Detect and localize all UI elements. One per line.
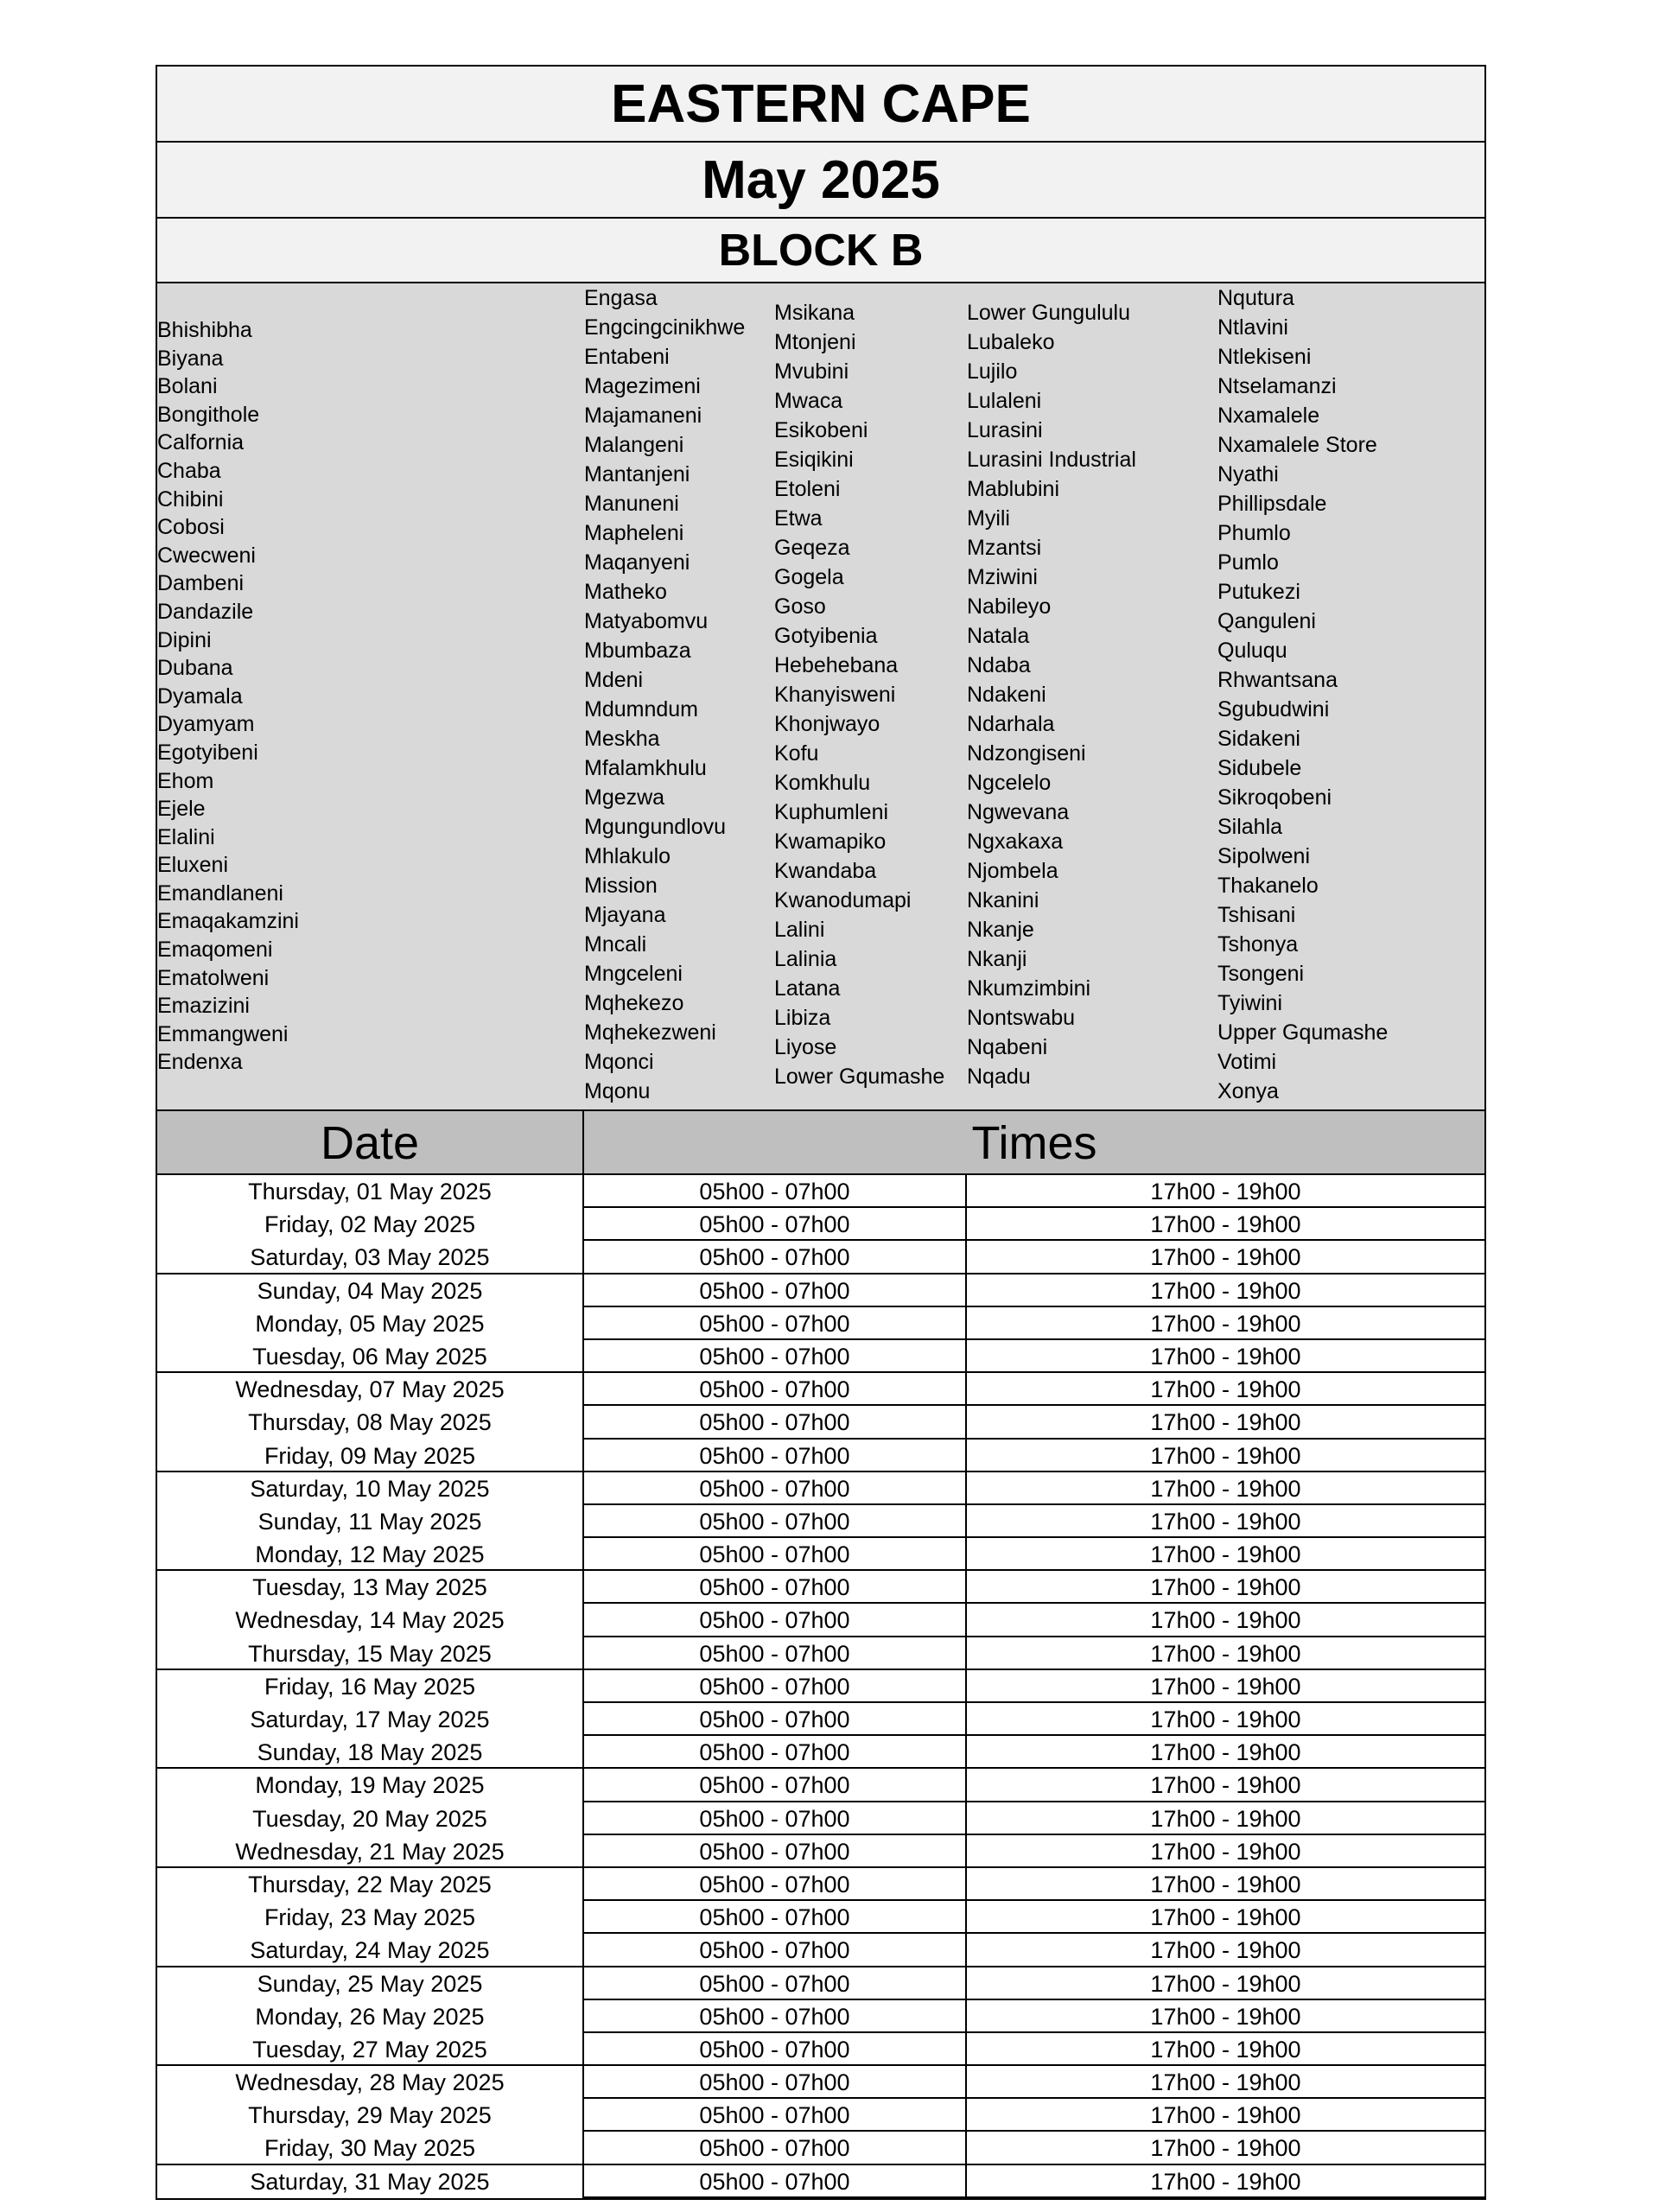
morning-time-cell: 05h00 - 07h00: [584, 1373, 967, 1406]
morning-time-cell: 05h00 - 07h00: [584, 1934, 967, 1967]
area-name: Dubana: [157, 656, 233, 681]
area-name: Eluxeni: [157, 853, 228, 878]
area-name: Natala: [967, 624, 1030, 648]
area-name: Sipolweni: [1217, 844, 1311, 868]
area-name: Bolani: [157, 374, 218, 399]
area-name: Nqabeni: [967, 1035, 1048, 1059]
date-cell: Friday, 23 May 2025: [157, 1901, 584, 1934]
date-cell: Friday, 16 May 2025: [157, 1670, 584, 1703]
area-name: Ndarhala: [967, 712, 1055, 736]
table-row: [157, 1901, 1484, 1934]
table-row: [157, 2066, 1484, 2099]
areas-column-3: [774, 298, 944, 1091]
morning-time-cell: 05h00 - 07h00: [584, 2000, 967, 2033]
area-name: Sidubele: [1217, 756, 1302, 780]
date-cell: Friday, 09 May 2025: [157, 1440, 584, 1472]
area-name: Etwa: [774, 506, 823, 531]
area-name: Myili: [967, 506, 1010, 531]
evening-time-cell: 17h00 - 19h00: [967, 1835, 1484, 1868]
area-name: Nyathi: [1217, 462, 1279, 486]
area-name: Manuneni: [584, 492, 679, 516]
area-name: Nkanje: [967, 918, 1034, 942]
area-name: Biyana: [157, 346, 224, 371]
table-row: [157, 1274, 1484, 1307]
area-name: Gotyibenia: [774, 624, 878, 648]
morning-time-cell: 05h00 - 07h00: [584, 1637, 967, 1670]
area-name: Emaqakamzini: [157, 909, 299, 934]
table-row: [157, 2033, 1484, 2066]
date-cell: Wednesday, 07 May 2025: [157, 1373, 584, 1406]
area-name: Mzantsi: [967, 536, 1042, 560]
area-name: Nxamalele Store: [1217, 433, 1377, 457]
date-cell: Saturday, 03 May 2025: [157, 1241, 584, 1274]
area-name: Kwanodumapi: [774, 888, 912, 912]
area-name: Nabileyo: [967, 594, 1052, 619]
area-name: Egotyibeni: [157, 740, 258, 765]
evening-time-cell: 17h00 - 19h00: [967, 1736, 1484, 1769]
area-name: Lubaleko: [967, 330, 1055, 354]
area-name: Mission: [584, 874, 658, 898]
area-name: Elalini: [157, 824, 215, 849]
evening-time-cell: 17h00 - 19h00: [967, 1670, 1484, 1703]
date-cell: Friday, 02 May 2025: [157, 1208, 584, 1241]
area-name: Kofu: [774, 741, 819, 766]
areas-list: [157, 283, 1484, 1111]
evening-time-cell: 17h00 - 19h00: [967, 2132, 1484, 2164]
area-name: Upper Gqumashe: [1217, 1020, 1389, 1045]
area-name: Ngcelelo: [967, 771, 1052, 795]
area-name: Msikana: [774, 301, 855, 325]
area-name: Nontswabu: [967, 1006, 1076, 1030]
area-name: Emandlaneni: [157, 880, 283, 906]
area-name: Ejele: [157, 797, 206, 822]
morning-time-cell: 05h00 - 07h00: [584, 1241, 967, 1274]
evening-time-cell: 17h00 - 19h00: [967, 1241, 1484, 1274]
date-cell: Monday, 19 May 2025: [157, 1769, 584, 1802]
evening-time-cell: 17h00 - 19h00: [967, 1505, 1484, 1538]
date-cell: Saturday, 17 May 2025: [157, 1703, 584, 1736]
table-row: [157, 2132, 1484, 2164]
morning-time-cell: 05h00 - 07h00: [584, 1769, 967, 1802]
morning-time-cell: 05h00 - 07h00: [584, 2165, 967, 2198]
areas-column-1: [157, 316, 299, 1077]
schedule-table: [157, 1175, 1484, 2198]
morning-time-cell: 05h00 - 07h00: [584, 1571, 967, 1604]
evening-time-cell: 17h00 - 19h00: [967, 1967, 1484, 2000]
date-cell: Wednesday, 28 May 2025: [157, 2066, 584, 2099]
area-name: Emazizini: [157, 994, 250, 1019]
area-name: Matyabomvu: [584, 609, 709, 633]
date-cell: Sunday, 11 May 2025: [157, 1505, 584, 1538]
morning-time-cell: 05h00 - 07h00: [584, 1868, 967, 1901]
area-name: Mqhekezo: [584, 991, 684, 1015]
area-name: Ntlavini: [1217, 315, 1288, 340]
morning-time-cell: 05h00 - 07h00: [584, 1802, 967, 1835]
area-name: Mhlakulo: [584, 844, 671, 868]
area-name: Qanguleni: [1217, 609, 1316, 633]
morning-time-cell: 05h00 - 07h00: [584, 1175, 967, 1208]
area-name: Nkanini: [967, 888, 1039, 912]
morning-time-cell: 05h00 - 07h00: [584, 2066, 967, 2099]
area-name: Komkhulu: [774, 771, 871, 795]
area-name: Etoleni: [774, 477, 841, 501]
evening-time-cell: 17h00 - 19h00: [967, 1934, 1484, 1967]
area-name: Mdumndum: [584, 697, 698, 721]
table-row: [157, 1604, 1484, 1637]
area-name: Mgezwa: [584, 785, 665, 810]
table-row: [157, 1307, 1484, 1340]
date-cell: Monday, 12 May 2025: [157, 1538, 584, 1571]
area-name: Liyose: [774, 1035, 837, 1059]
area-name: Lalinia: [774, 947, 837, 971]
area-name: Sikroqobeni: [1217, 785, 1332, 810]
area-name: Sidakeni: [1217, 727, 1300, 751]
area-name: Lujilo: [967, 359, 1018, 384]
area-name: Ntselamanzi: [1217, 374, 1337, 398]
area-name: Cobosi: [157, 515, 225, 540]
area-name: Phumlo: [1217, 521, 1291, 545]
evening-time-cell: 17h00 - 19h00: [967, 1604, 1484, 1637]
table-row: [157, 1703, 1484, 1736]
area-name: Mtonjeni: [774, 330, 856, 354]
morning-time-cell: 05h00 - 07h00: [584, 1670, 967, 1703]
area-name: Dyamyam: [157, 712, 255, 737]
area-name: Mziwini: [967, 565, 1038, 589]
table-row: [157, 1967, 1484, 2000]
evening-time-cell: 17h00 - 19h00: [967, 1538, 1484, 1571]
month-title: May 2025: [157, 143, 1484, 219]
area-name: Entabeni: [584, 345, 670, 369]
area-name: Majamaneni: [584, 404, 702, 428]
table-row: [157, 2099, 1484, 2132]
morning-time-cell: 05h00 - 07h00: [584, 1901, 967, 1934]
area-name: Ngwevana: [967, 800, 1070, 824]
evening-time-cell: 17h00 - 19h00: [967, 1868, 1484, 1901]
area-name: Xonya: [1217, 1079, 1279, 1103]
area-name: Mvubini: [774, 359, 849, 384]
area-name: Latana: [774, 976, 841, 1001]
evening-time-cell: 17h00 - 19h00: [967, 1406, 1484, 1439]
area-name: Lurasini: [967, 418, 1043, 442]
area-name: Mqhekezweni: [584, 1020, 716, 1045]
evening-time-cell: 17h00 - 19h00: [967, 2033, 1484, 2066]
area-name: Chibini: [157, 486, 224, 512]
evening-time-cell: 17h00 - 19h00: [967, 2165, 1484, 2198]
area-name: Tshonya: [1217, 932, 1299, 957]
table-row: [157, 1835, 1484, 1868]
area-name: Silahla: [1217, 815, 1283, 839]
area-name: Calfornia: [157, 430, 245, 455]
morning-time-cell: 05h00 - 07h00: [584, 1505, 967, 1538]
area-name: Ngxakaxa: [967, 830, 1064, 854]
date-cell: Monday, 05 May 2025: [157, 1307, 584, 1340]
area-name: Quluqu: [1217, 639, 1287, 663]
date-cell: Sunday, 25 May 2025: [157, 1967, 584, 2000]
area-name: Mgungundlovu: [584, 815, 727, 839]
evening-time-cell: 17h00 - 19h00: [967, 1637, 1484, 1670]
evening-time-cell: 17h00 - 19h00: [967, 1472, 1484, 1505]
area-name: Mfalamkhulu: [584, 756, 707, 780]
area-name: Pumlo: [1217, 550, 1279, 575]
evening-time-cell: 17h00 - 19h00: [967, 1208, 1484, 1241]
morning-time-cell: 05h00 - 07h00: [584, 2099, 967, 2132]
area-name: Hebehebana: [774, 653, 899, 677]
date-cell: Thursday, 29 May 2025: [157, 2099, 584, 2132]
area-name: Bhishibha: [157, 318, 252, 342]
morning-time-cell: 05h00 - 07h00: [584, 1274, 967, 1307]
areas-column-4: [967, 298, 1136, 1091]
area-name: Phillipsdale: [1217, 492, 1327, 516]
morning-time-cell: 05h00 - 07h00: [584, 1703, 967, 1736]
schedule-sheet: [156, 65, 1486, 2200]
area-name: Nqutura: [1217, 286, 1294, 310]
area-name: Ematolweni: [157, 965, 270, 990]
table-row: [157, 2165, 1484, 2198]
area-name: Mncali: [584, 932, 647, 957]
date-cell: Saturday, 10 May 2025: [157, 1472, 584, 1505]
date-cell: Thursday, 15 May 2025: [157, 1637, 584, 1670]
region-title: EASTERN CAPE: [157, 67, 1484, 143]
area-name: Engcingcinikhwe: [584, 315, 746, 340]
table-row: [157, 1637, 1484, 1670]
morning-time-cell: 05h00 - 07h00: [584, 1472, 967, 1505]
area-name: Tsongeni: [1217, 962, 1305, 986]
morning-time-cell: 05h00 - 07h00: [584, 1538, 967, 1571]
area-name: Nxamalele: [1217, 404, 1320, 428]
area-name: Mantanjeni: [584, 462, 690, 486]
area-name: Lower Gqumashe: [774, 1065, 945, 1089]
area-name: Goso: [774, 594, 826, 619]
area-name: Mqonu: [584, 1079, 651, 1103]
date-cell: Sunday, 04 May 2025: [157, 1274, 584, 1307]
table-row: [157, 1538, 1484, 1571]
area-name: Libiza: [774, 1006, 831, 1030]
area-name: Khanyisweni: [774, 683, 896, 707]
morning-time-cell: 05h00 - 07h00: [584, 1440, 967, 1472]
block-title: BLOCK B: [157, 219, 1484, 283]
area-name: Nkanji: [967, 947, 1027, 971]
area-name: Mablubini: [967, 477, 1060, 501]
areas-column-5: [1217, 283, 1388, 1106]
table-row: [157, 1505, 1484, 1538]
area-name: Kuphumleni: [774, 800, 889, 824]
area-name: Esiqikini: [774, 448, 854, 472]
area-name: Mqonci: [584, 1050, 654, 1074]
area-name: Esikobeni: [774, 418, 868, 442]
area-name: Dandazile: [157, 599, 254, 624]
evening-time-cell: 17h00 - 19h00: [967, 1307, 1484, 1340]
table-row: [157, 1736, 1484, 1769]
date-cell: Sunday, 18 May 2025: [157, 1736, 584, 1769]
area-name: Lower Gungululu: [967, 301, 1131, 325]
area-name: Lurasini Industrial: [967, 448, 1136, 472]
area-name: Mngceleni: [584, 962, 683, 986]
area-name: Malangeni: [584, 433, 684, 457]
morning-time-cell: 05h00 - 07h00: [584, 1208, 967, 1241]
morning-time-cell: 05h00 - 07h00: [584, 1340, 967, 1373]
evening-time-cell: 17h00 - 19h00: [967, 1274, 1484, 1307]
date-cell: Saturday, 31 May 2025: [157, 2165, 584, 2198]
times-header: Times: [971, 1117, 1097, 1169]
table-row: [157, 1868, 1484, 1901]
area-name: Ndzongiseni: [967, 741, 1086, 766]
area-name: Putukezi: [1217, 580, 1300, 604]
date-header: Date: [157, 1111, 584, 1173]
area-name: Dipini: [157, 627, 212, 652]
date-cell: Friday, 30 May 2025: [157, 2132, 584, 2164]
area-name: Tyiwini: [1217, 991, 1283, 1015]
evening-time-cell: 17h00 - 19h00: [967, 1373, 1484, 1406]
date-cell: Tuesday, 27 May 2025: [157, 2033, 584, 2066]
area-name: Kwandaba: [774, 859, 877, 883]
area-name: Chaba: [157, 458, 221, 483]
area-name: Mapheleni: [584, 521, 684, 545]
area-name: Ntlekiseni: [1217, 345, 1312, 369]
date-cell: Thursday, 22 May 2025: [157, 1868, 584, 1901]
table-row: [157, 1769, 1484, 1802]
evening-time-cell: 17h00 - 19h00: [967, 1440, 1484, 1472]
area-name: Njombela: [967, 859, 1058, 883]
table-row: [157, 1802, 1484, 1835]
area-name: Tshisani: [1217, 903, 1296, 927]
area-name: Emmangweni: [157, 1021, 289, 1046]
table-row: [157, 1340, 1484, 1373]
morning-time-cell: 05h00 - 07h00: [584, 1835, 967, 1868]
evening-time-cell: 17h00 - 19h00: [967, 1901, 1484, 1934]
morning-time-cell: 05h00 - 07h00: [584, 1604, 967, 1637]
area-name: Ehom: [157, 768, 214, 793]
table-row: [157, 1373, 1484, 1406]
evening-time-cell: 17h00 - 19h00: [967, 2000, 1484, 2033]
evening-time-cell: 17h00 - 19h00: [967, 1340, 1484, 1373]
date-cell: Tuesday, 13 May 2025: [157, 1571, 584, 1604]
evening-time-cell: 17h00 - 19h00: [967, 1769, 1484, 1802]
table-row: [157, 1208, 1484, 1241]
evening-time-cell: 17h00 - 19h00: [967, 2099, 1484, 2132]
area-name: Lalini: [774, 918, 825, 942]
table-row: [157, 1934, 1484, 1967]
area-name: Ndakeni: [967, 683, 1046, 707]
area-name: Kwamapiko: [774, 830, 887, 854]
date-cell: Thursday, 01 May 2025: [157, 1175, 584, 1208]
morning-time-cell: 05h00 - 07h00: [584, 1406, 967, 1439]
area-name: Mwaca: [774, 389, 843, 413]
area-name: Dambeni: [157, 571, 245, 596]
area-name: Mbumbaza: [584, 639, 691, 663]
date-cell: Wednesday, 14 May 2025: [157, 1604, 584, 1637]
table-row: [157, 1241, 1484, 1274]
evening-time-cell: 17h00 - 19h00: [967, 1571, 1484, 1604]
table-header: [157, 1111, 1484, 1175]
table-row: [157, 1670, 1484, 1703]
evening-time-cell: 17h00 - 19h00: [967, 1175, 1484, 1208]
area-name: Mjayana: [584, 903, 666, 927]
area-name: Nqadu: [967, 1065, 1031, 1089]
area-name: Mdeni: [584, 668, 644, 692]
date-cell: Wednesday, 21 May 2025: [157, 1835, 584, 1868]
evening-time-cell: 17h00 - 19h00: [967, 1703, 1484, 1736]
date-cell: Tuesday, 06 May 2025: [157, 1340, 584, 1373]
area-name: Cwecweni: [157, 543, 256, 568]
area-name: Rhwantsana: [1217, 668, 1338, 692]
area-name: Emaqomeni: [157, 938, 273, 963]
area-name: Votimi: [1217, 1050, 1277, 1074]
evening-time-cell: 17h00 - 19h00: [967, 2066, 1484, 2099]
evening-time-cell: 17h00 - 19h00: [967, 1802, 1484, 1835]
area-name: Matheko: [584, 580, 667, 604]
areas-column-2: [584, 283, 745, 1106]
morning-time-cell: 05h00 - 07h00: [584, 2132, 967, 2164]
morning-time-cell: 05h00 - 07h00: [584, 1967, 967, 2000]
area-name: Sgubudwini: [1217, 697, 1330, 721]
area-name: Maqanyeni: [584, 550, 690, 575]
area-name: Engasa: [584, 286, 658, 310]
table-row: [157, 1472, 1484, 1505]
table-row: [157, 1406, 1484, 1439]
area-name: Geqeza: [774, 536, 850, 560]
table-row: [157, 2000, 1484, 2033]
area-name: Endenxa: [157, 1050, 243, 1075]
area-name: Bongithole: [157, 402, 260, 427]
date-cell: Saturday, 24 May 2025: [157, 1934, 584, 1967]
morning-time-cell: 05h00 - 07h00: [584, 1736, 967, 1769]
area-name: Meskha: [584, 727, 660, 751]
date-cell: Monday, 26 May 2025: [157, 2000, 584, 2033]
date-cell: Thursday, 08 May 2025: [157, 1406, 584, 1439]
area-name: Dyamala: [157, 683, 243, 709]
table-row: [157, 1440, 1484, 1472]
area-name: Nkumzimbini: [967, 976, 1091, 1001]
morning-time-cell: 05h00 - 07h00: [584, 1307, 967, 1340]
area-name: Khonjwayo: [774, 712, 880, 736]
area-name: Ndaba: [967, 653, 1031, 677]
table-row: [157, 1175, 1484, 1208]
area-name: Lulaleni: [967, 389, 1042, 413]
area-name: Thakanelo: [1217, 874, 1319, 898]
table-row: [157, 1571, 1484, 1604]
morning-time-cell: 05h00 - 07h00: [584, 2033, 967, 2066]
area-name: Magezimeni: [584, 374, 701, 398]
area-name: Gogela: [774, 565, 844, 589]
date-cell: Tuesday, 20 May 2025: [157, 1802, 584, 1835]
